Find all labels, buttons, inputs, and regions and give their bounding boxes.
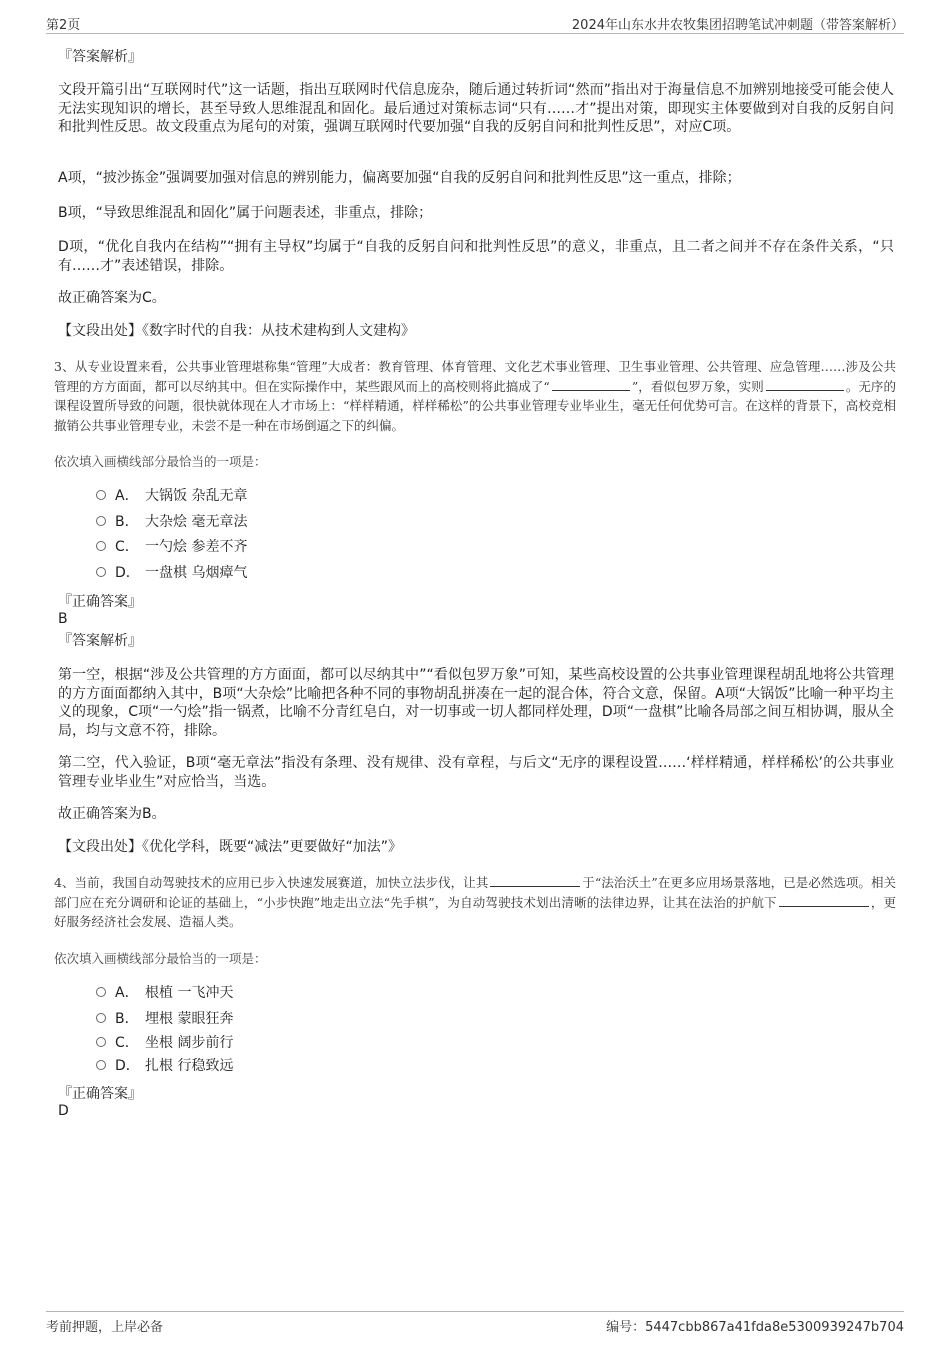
q4-question — [54, 873, 896, 932]
q4-option-b[interactable]: B． 埋根 蒙眼狂奔 — [96, 1009, 233, 1029]
q3-question — [54, 357, 896, 435]
q2-source: 【文段出处】《数字时代的自我：从技术建构到人文建构》 — [58, 323, 415, 339]
q4-text-b: 于“法治沃土”在更多应用场景落地，已是必然选项。相关部门应在充分调研和论证的基础上，“小步快跑”地走出立法“先手棋”，为自动驾驶技术划出清晰的法律边界，让其在法治的护航下 — [54, 875, 896, 910]
q3-analysis-p1: 第一空，根据“涉及公共管理的方方面面，都可以尽纳其中”“看似包罗万象”可知，某些高校设置的公共事业管理课程胡乱地将公共管理的方方面面都纳入其中，B项“大杂烩”比喻把各种不同的事物胡乱拼凑在一起的混合体，符合文意，保留。A项“大锅饭”比喻一种平均主义的现象，C项“一勺烩”指一锅煮，比喻不分青红皂白，对一切事或一切人都同样处理，D项“一盘棋”比喻各局部之间互相协调，服从全局，均与文意不符，排除。 — [58, 667, 894, 739]
footer-slogan: 考前押题，上岸必备 — [46, 1320, 164, 1335]
q4-answer: D — [58, 1103, 69, 1119]
q3-blank-2 — [766, 378, 844, 391]
q4-blank-2 — [779, 894, 869, 907]
q3-blank-1 — [552, 378, 630, 391]
q4-text-a: 4、当前，我国自动驾驶技术的应用已步入快速发展赛道，加快立法步伐，让其 — [54, 875, 489, 890]
radio-icon[interactable] — [96, 1060, 106, 1070]
q3-analysis-p2: 第二空，代入验证，B项“毫无章法”指没有条理、没有规律、没有章程，与后文“无序的课程设置……‘样样精通，样样稀松’的公共事业管理专业毕业生”对应恰当，当选。 — [58, 755, 894, 790]
q2-analysis-p2: A项，“披沙拣金”强调要加强对信息的辨别能力，偏离要加强“自我的反躬自问和批判性反思”这一重点，排除； — [58, 170, 741, 186]
q4-answer-label: 『正确答案』 — [58, 1086, 142, 1102]
q3-answer: B — [58, 611, 68, 627]
radio-icon[interactable] — [96, 541, 106, 551]
page-header — [46, 13, 904, 34]
document-title: 2024年山东水井农牧集团招聘笔试冲刺题（带答案解析） — [571, 18, 904, 33]
q3-prompt: 依次填入画横线部分最恰当的一项是： — [54, 454, 267, 469]
page-footer — [46, 1311, 904, 1336]
q3-option-d[interactable]: D． 一盘棋 乌烟瘴气 — [96, 563, 247, 583]
q3-option-a[interactable]: A． 大锅饭 杂乱无章 — [96, 486, 247, 506]
q4-option-d[interactable]: D． 扎根 行稳致远 — [96, 1056, 233, 1076]
q2-analysis-p4: D项，“优化自我内在结构”“拥有主导权”均属于“自我的反躬自问和批判性反思”的意义，非重点，且二者之间并不存在条件关系，“只有……才”表述错误，排除。 — [58, 239, 894, 274]
q2-analysis-label: 『答案解析』 — [58, 49, 142, 65]
q2-conclusion: 故正确答案为C。 — [58, 290, 166, 306]
radio-icon[interactable] — [96, 1037, 106, 1047]
q3-source: 【文段出处】《优化学科，既要“减法”更要做好“加法”》 — [58, 839, 403, 855]
q2-analysis-p3: B项，“导致思维混乱和固化”属于问题表述，非重点，排除； — [58, 205, 433, 221]
q4-option-a[interactable]: A． 根植 一飞冲天 — [96, 983, 233, 1003]
q3-analysis-label: 『答案解析』 — [58, 633, 142, 649]
q4-text-c: ，更好服务经济社会发展、造福人类。 — [54, 894, 896, 929]
q4-blank-1 — [490, 874, 580, 887]
q3-text-c: 。无序的课程设置所导致的问题，很快就体现在人才市场上：“样样精通，样样稀松”的公共事业管理专业毕业生，毫无任何优势可言。在这样的背景下，高校竞相撤销公共事业管理专业，未尝不是一种在市场倒逼之下的纠偏。 — [54, 378, 896, 433]
q3-text-b: ”，看似包罗万象，实则 — [631, 378, 764, 394]
q3-option-b[interactable]: B． 大杂烩 毫无章法 — [96, 512, 247, 532]
radio-icon[interactable] — [96, 1013, 106, 1023]
q3-option-c[interactable]: C． 一勺烩 参差不齐 — [96, 537, 247, 557]
page-number: 第2页 — [46, 18, 81, 33]
q4-option-c[interactable]: C． 坐根 阔步前行 — [96, 1033, 233, 1053]
radio-icon[interactable] — [96, 987, 106, 997]
radio-icon[interactable] — [96, 490, 106, 500]
q3-text-a: 3、从专业设置来看，公共事业管理堪称集“管理”大成者：教育管理、体育管理、文化艺术事业管理、卫生事业管理、公共管理、应急管理……涉及公共管理的方方面面，都可以尽纳其中。但在实际操作中，某些跟风而上的高校则将此搞成了“ — [54, 359, 896, 394]
q3-conclusion: 故正确答案为B。 — [58, 806, 166, 822]
radio-icon[interactable] — [96, 567, 106, 577]
q4-prompt: 依次填入画横线部分最恰当的一项是： — [54, 951, 267, 966]
q3-answer-label: 『正确答案』 — [58, 594, 142, 610]
document-serial: 编号：5447cbb867a41fda8e5300939247b704 — [606, 1320, 904, 1335]
q2-analysis-p1: 文段开篇引出“互联网时代”这一话题，指出互联网时代信息庞杂，随后通过转折词“然而”指出对于海量信息不加辨别地接受可能会使人无法实现知识的增长，甚至导致人思维混乱和固化。最后通过对策标志词“只有……才”提出对策，即现实主体要做到对自我的反躬自问和批判性反思。故文段重点为尾句的对策，强调互联网时代要加强“自我的反躬自问和批判性反思”，对应C项。 — [58, 82, 894, 135]
radio-icon[interactable] — [96, 516, 106, 526]
